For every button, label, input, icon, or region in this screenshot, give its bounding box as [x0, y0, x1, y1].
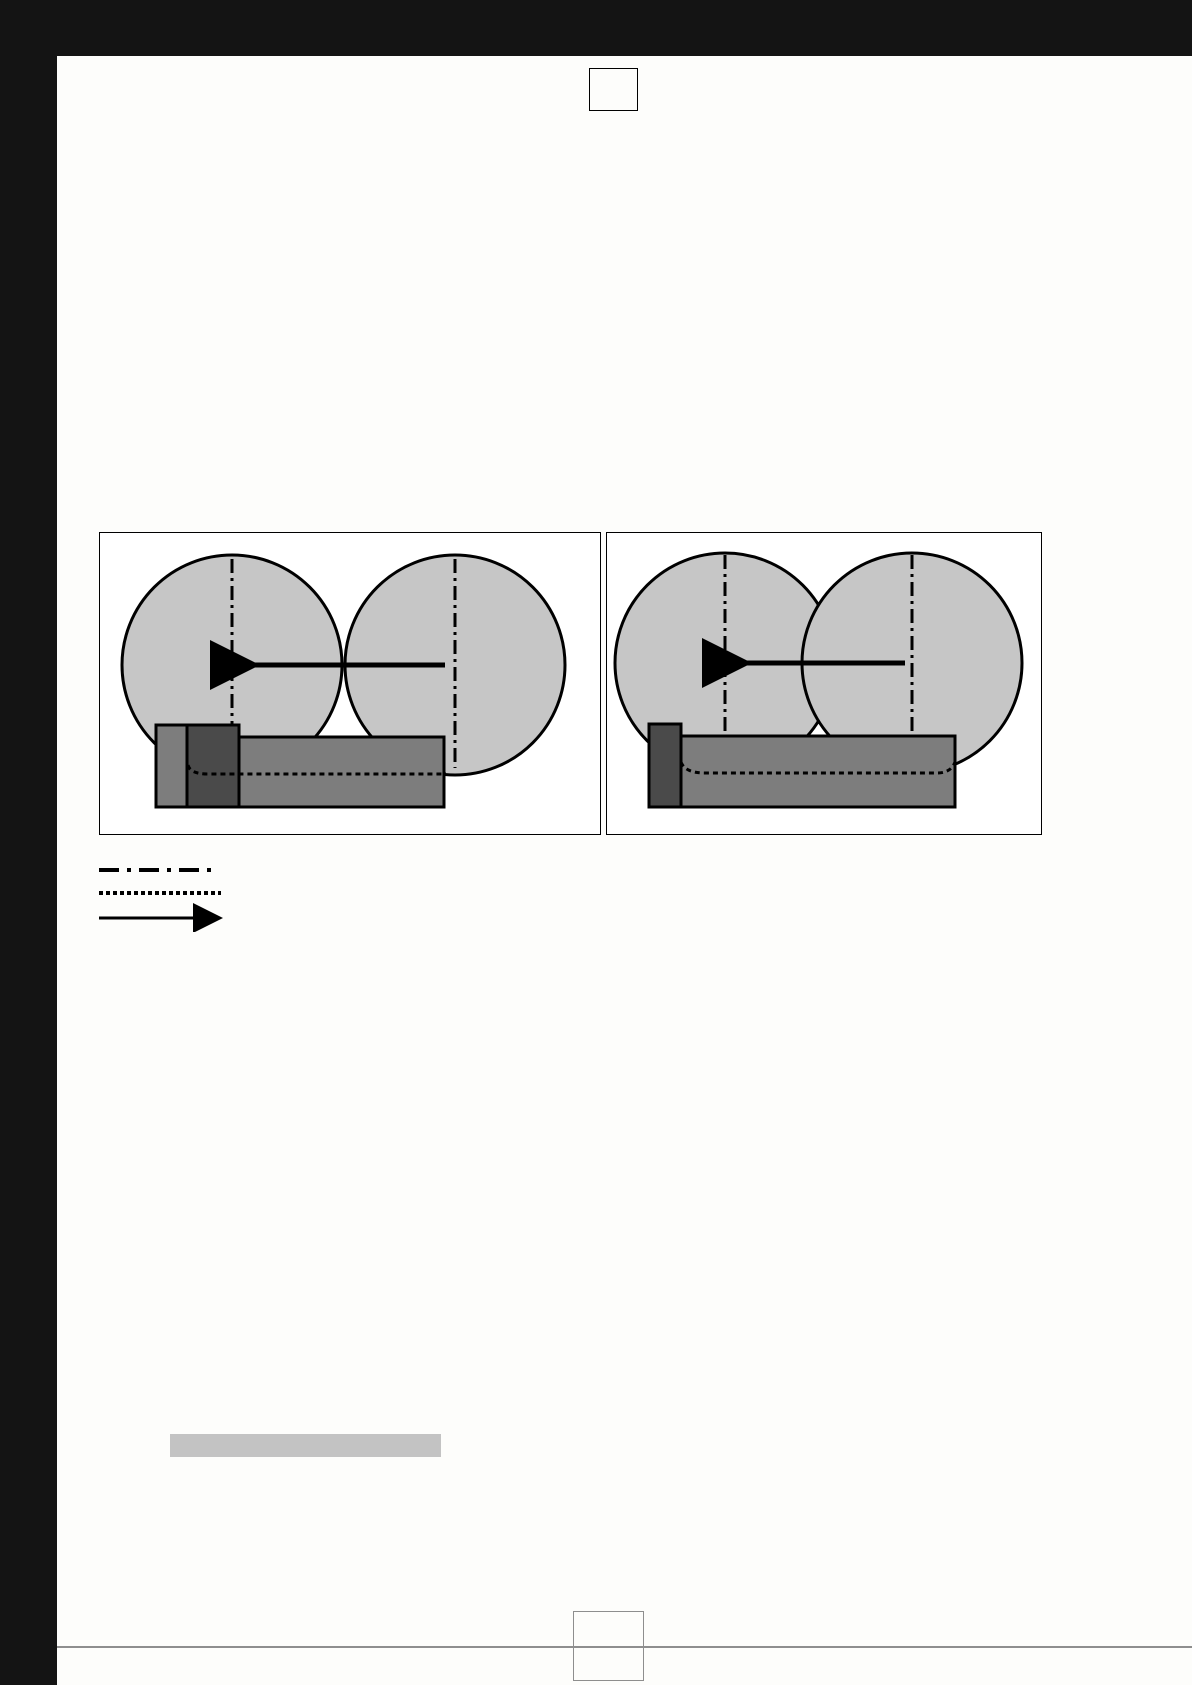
footer-page-box [573, 1611, 644, 1681]
figure-left-drawing [100, 533, 600, 834]
document-page [57, 56, 1192, 1685]
figure-right-drawing [607, 533, 1041, 834]
end-block-dark [649, 724, 681, 807]
figure-legend [99, 862, 239, 932]
end-block-light [156, 725, 187, 807]
placeholder-bar [170, 1434, 441, 1457]
figure-panel-left [99, 532, 601, 835]
legend-lines [99, 862, 239, 932]
base-bar [649, 736, 955, 807]
figure-panel-right [606, 532, 1042, 835]
end-block-dark [187, 725, 239, 807]
page-number-box [589, 68, 638, 111]
